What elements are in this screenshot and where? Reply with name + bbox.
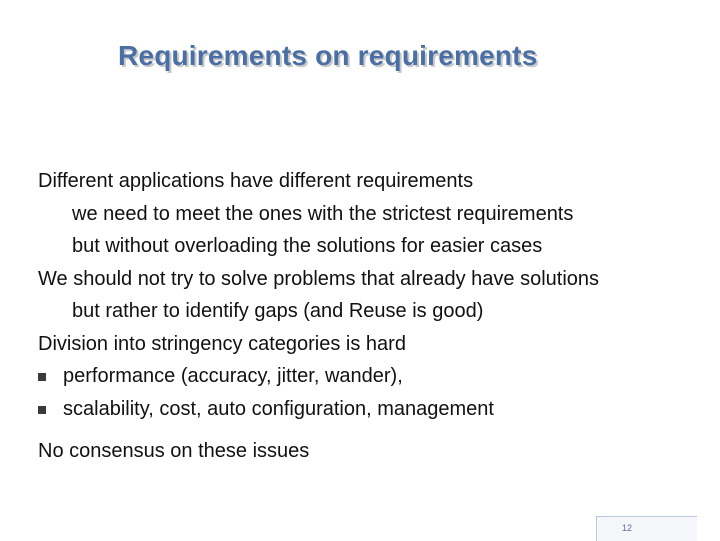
bullet-item	[38, 360, 698, 393]
bullet-item	[38, 393, 698, 426]
page-number-box	[596, 516, 697, 541]
slide-body	[38, 165, 698, 468]
body-line-indented: but without overloading the solutions for easier cases	[72, 235, 543, 257]
body-line-indented: we need to meet the ones with the strictest requirements	[72, 202, 574, 225]
bullet-text: scalability, cost, auto configuration, management	[63, 397, 494, 420]
body-line: Different applications have different requirements	[38, 170, 474, 192]
bullet-text: performance (accuracy, jitter, wander),	[63, 365, 403, 387]
square-bullet-icon	[38, 373, 46, 381]
body-line-indented: but rather to identify gaps (and Reuse is good)	[72, 300, 484, 322]
spacer	[38, 425, 698, 435]
body-line: Division into stringency categories is hard	[38, 332, 406, 355]
slide-title: Requirements on requirements	[118, 40, 538, 71]
square-bullet-icon	[38, 406, 46, 414]
page-number: 12	[621, 523, 632, 533]
body-line: We should not try to solve problems that already have solutions	[38, 267, 600, 290]
body-line: No consensus on these issues	[38, 440, 310, 462]
